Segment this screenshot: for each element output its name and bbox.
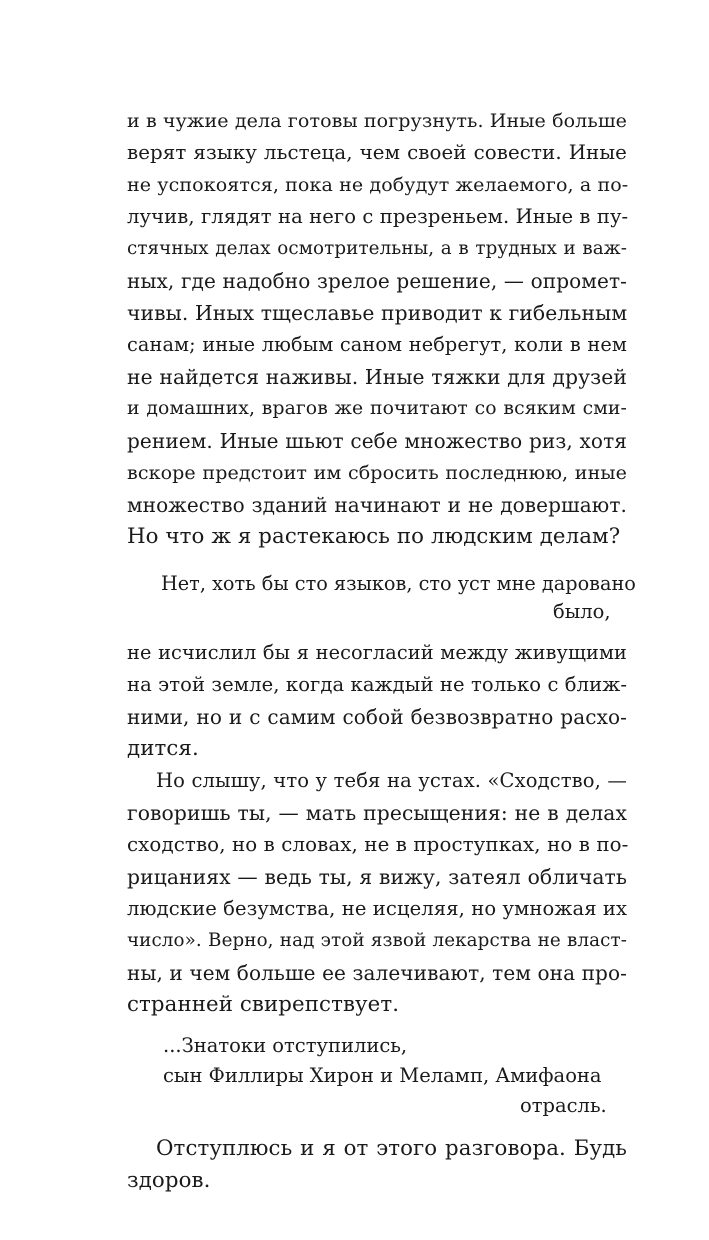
paragraph-line: стячных делах осмотрительны, а в трудных и важ- <box>127 238 627 259</box>
paragraph-line: вскоре предстоит им сбросить последнюю, иные <box>127 462 627 484</box>
paragraph-line: санам; иные любым саном небрегут, коли в нем <box>127 333 627 356</box>
verse-line: отрасль. <box>520 1094 607 1117</box>
paragraph-line: странней свирепствует. <box>127 992 400 1017</box>
paragraph-line: лучив, глядят на него с презреньем. Иные в пу- <box>127 205 629 228</box>
paragraph-line: Отступлюсь и я от этого разговора. Будь <box>156 1136 627 1161</box>
paragraph-line: сходство, но в словах, не в проступках, но в по- <box>127 833 629 856</box>
paragraph-line: чивы. Иных тщеславье приводит к гибельным <box>127 301 628 325</box>
verse-line: сын Филлиры Хирон и Меламп, Амифаона <box>163 1064 602 1087</box>
paragraph-line: говоришь ты, — мать пресыщения: не в делах <box>127 801 627 825</box>
paragraph-line: ных, где надобно зрелое решение, — опромет- <box>127 269 627 293</box>
verse-line: Нет, хоть бы сто языков, сто уст мне даровано <box>161 572 636 595</box>
paragraph-line: рицаниях — ведь ты, я вижу, затеял обличать <box>127 865 627 889</box>
paragraph-line: людские безумства, не исцеляя, но умножая их <box>127 897 628 920</box>
paragraph-line: не исчислил бы я несогласий между живущими <box>127 641 627 664</box>
paragraph-line: число». Верно, над этой язвой лекарства не власт- <box>127 930 627 951</box>
verse-line: ...Знатоки отступились, <box>163 1034 408 1057</box>
paragraph-line: Но слышу, что у тебя на устах. «Сходство, — <box>156 769 627 792</box>
paragraph-line: не найдется наживы. Иные тяжки для друзей <box>127 365 627 389</box>
paragraph-line: ними, но и с самим собой безвозвратно расхо- <box>127 705 627 729</box>
paragraph-line: верят языку льстеца, чем своей совести. Иные <box>127 141 627 164</box>
paragraph-line: ны, и чем больше ее залечивают, тем она про- <box>127 961 627 985</box>
paragraph-line: не успокоятся, пока не добудут желаемого, а по- <box>127 174 629 196</box>
paragraph-line: Но что ж я растекаюсь по людским делам? <box>127 524 621 549</box>
paragraph-line: на этой земле, когда каждый не только с ближ- <box>127 673 628 696</box>
paragraph-line: множество зданий начинают и не довершают. <box>127 493 627 517</box>
paragraph-line: рением. Иные шьют себе множество риз, хотя <box>127 429 627 453</box>
paragraph-line: дится. <box>127 736 199 761</box>
verse-line: было, <box>553 600 611 623</box>
paragraph-line: и в чужие дела готовы погрузнуть. Иные больше <box>127 110 627 132</box>
paragraph-line: и домашних, врагов же почитают со всяким сми- <box>127 398 627 419</box>
paragraph-line: здоров. <box>127 1168 211 1193</box>
